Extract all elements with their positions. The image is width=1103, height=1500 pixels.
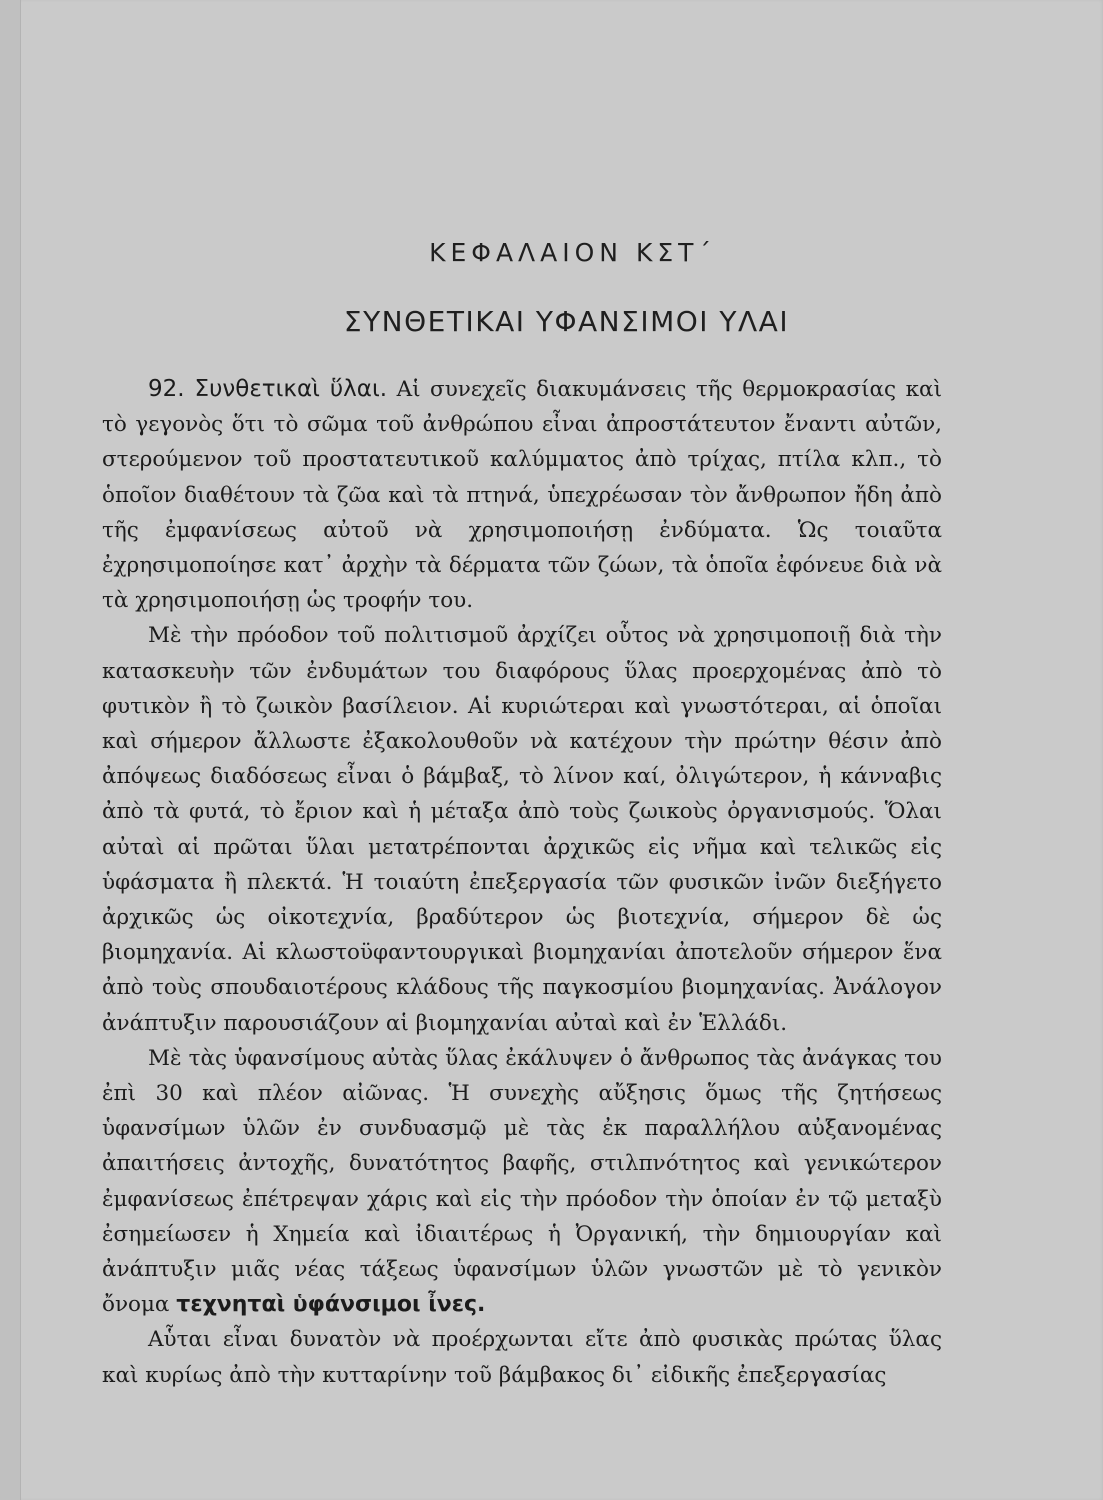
section-heading: 92. Συνθετικαὶ ὕλαι. <box>148 376 388 402</box>
paragraph-3 <box>102 1041 942 1323</box>
chapter-label: ΚΕΦΑΛΑΙΟΝ ΚΣΤ΄ <box>429 238 716 267</box>
paragraph-1 <box>102 372 942 618</box>
paragraph-4: Αὗται εἶναι δυνατὸν νὰ προέρχωνται εἴτε ἀπὸ φυσικὰς πρώτας ὕλας καὶ κυρίως ἀπὸ τὴν κυτταρίνην τοῦ βάμβακος δι᾿ εἰδικῆς ἐπεξεργασίας <box>102 1327 942 1388</box>
paragraph-1-text: Αἱ συνεχεῖς διακυμάνσεις τῆς θερμοκρασίας καὶ τὸ γεγονὸς ὅτι τὸ σῶμα τοῦ ἀνθρώπου εἶναι ἀπροστάτευτον ἔναντι αὐτῶν, στερούμενον τοῦ προστατευτικοῦ καλύμματος ἀπὸ τρίχας, πτίλα κλπ., τὸ ὁποῖον διαθέτουν τὰ ζῶα καὶ τὰ πτηνά, ὑπεχρέωσαν τὸν ἄνθρωπον ἤδη ἀπὸ τῆς ἐμφανίσεως αὐτοῦ νὰ χρησιμοποιήσῃ ἐνδύματα. Ὡς τοιαῦτα ἐχρησιμοποίησε κατ᾿ ἀρχὴν τὰ δέρματα τῶν ζώων, τὰ ὁποῖα ἐφόνευε διὰ νὰ τὰ χρησιμοποιήσῃ ὡς τροφήν του. <box>102 377 942 614</box>
body-text <box>102 372 942 1393</box>
chapter-title: ΣΥΝΘΕΤΙΚΑΙ ΥΦΑΝΣΙΜΟΙ ΥΛΑΙ <box>343 305 790 338</box>
page-edge <box>0 0 20 1500</box>
paragraph-2: Μὲ τὴν πρόοδον τοῦ πολιτισμοῦ ἀρχίζει οὗτος νὰ χρησιμοποιῇ διὰ τὴν κατασκευὴν τῶν ἐνδυμάτων του διαφόρους ὕλας προερχομένας ἀπὸ τὸ φυτικὸν ἢ τὸ ζωικὸν βασίλειον. Αἱ κυριώτεραι καὶ γνωστότεραι, αἱ ὁποῖαι καὶ σήμερον ἄλλωστε ἐξακολουθοῦν νὰ κατέχουν τὴν πρώτην θέσιν ἀπὸ ἀπόψεως διαδόσεως εἶναι ὁ βάμβαξ, τὸ λίνον καί, ὀλιγώτερον, ἡ κάνναβις ἀπὸ τὰ φυτά, τὸ ἔριον καὶ ἡ μέταξα ἀπὸ τοὺς ζωικοὺς ὀργανισμούς. Ὅλαι αὐταὶ αἱ πρῶται ὕλαι μετατρέπονται ἀρχικῶς εἰς νῆμα καὶ τελικῶς εἰς ὑφάσματα ἢ πλεκτά. Ἡ τοιαύτη ἐπεξεργασία τῶν φυσικῶν ἰνῶν διεξήγετο ἀρχικῶς ὡς οἰκοτεχνία, βραδύτερον ὡς βιοτεχνία, σήμερον δὲ ὡς βιομηχανία. Αἱ κλωστοϋφαντουργικαὶ βιομηχανίαι ἀποτελοῦν σήμερον ἕνα ἀπὸ τοὺς σπουδαιοτέρους κλάδους τῆς παγκοσμίου βιομηχανίας. Ἀνάλογον ἀνάπτυξιν παρουσιάζουν αἱ βιομηχανίαι αὐταὶ καὶ ἐν Ἑλλάδι. <box>102 623 942 1036</box>
bold-term: τεχνηταὶ ὑφάνσιμοι ἶνες. <box>176 1292 486 1318</box>
paragraph-3-text: Μὲ τὰς ὑφανσίμους αὐτὰς ὕλας ἐκάλυψεν ὁ ἄνθρωπος τὰς ἀνάγκας του ἐπὶ 30 καὶ πλέον αἰῶνας. Ἡ συνεχὴς αὔξησις ὅμως τῆς ζητήσεως ὑφανσίμων ὑλῶν ἐν συνδυασμῷ μὲ τὰς ἐκ παραλλήλου αὐξανομένας ἀπαιτήσεις ἀντοχῆς, δυνατότητος βαφῆς, στιλπνότητος καὶ γενικώτερον ἐμφανίσεως ἐπέτρεψαν χάρις καὶ εἰς τὴν πρόοδον τὴν ὁποίαν ἐν τῷ μεταξὺ ἐσημείωσεν ἡ Χημεία καὶ ἰδιαιτέρως ἡ Ὀργανική, τὴν δημιουργίαν καὶ ἀνάπτυξιν μιᾶς νέας τάξεως ὑφανσίμων ὑλῶν γνωστῶν μὲ τὸ γενικὸν ὄνομα <box>102 1045 942 1318</box>
